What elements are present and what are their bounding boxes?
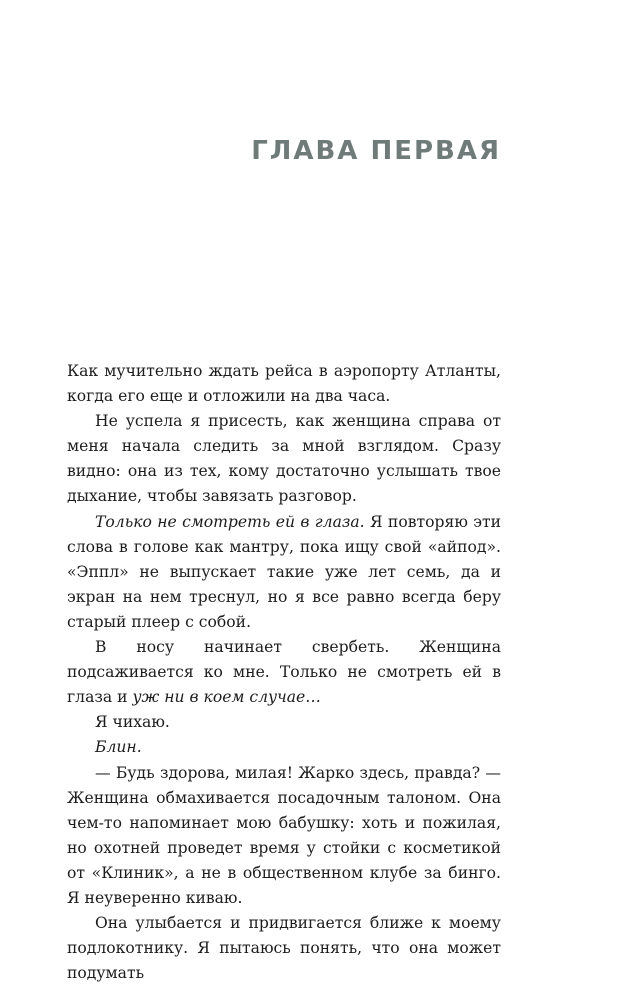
paragraph — [67, 409, 501, 509]
text-segment: Как мучительно ждать рейса в аэропорту Атланты, когда его еще и отложили на два часа. — [67, 362, 501, 406]
text-segment: Она улыбается и придвигается ближе к моему подлокотнику. Я пытаюсь понять, что она может подумать — [67, 914, 501, 983]
italic-text: уж ни в коем случае… — [132, 688, 321, 707]
paragraph — [67, 510, 501, 635]
paragraph — [67, 911, 501, 986]
text-segment: Я чихаю. — [95, 713, 170, 732]
paragraph — [67, 359, 501, 409]
text-segment: — Будь здорова, милая! Жарко здесь, правда? — Женщина обмахивается посадочным талоном. Она чем-то напоминает мою бабушку: хоть и пожилая, но охотней проведет время у стойки с косметикой от «Клиник», а не в общественном клубе за бинго. Я неуверенно киваю. — [67, 763, 501, 907]
paragraph — [67, 710, 501, 735]
text-segment: Не успела я присесть, как женщина справа от меня начала следить за мной взглядом. Сразу видно: она из тех, кому достаточно услышать твое дыхание, чтобы завязать разговор. — [67, 412, 501, 506]
paragraph — [67, 735, 501, 760]
body-text — [67, 359, 501, 986]
italic-text: Блин. — [95, 738, 142, 757]
text-segment: Я повторяю эти слова в голове как мантру, пока ищу свой «айпод». «Эппл» не выпускает такие уже лет семь, да и экран на нем треснул, но я все равно всегда беру старый плеер с собой. — [67, 512, 501, 631]
paragraph — [67, 635, 501, 710]
text-segment: В носу начинает свербеть. Женщина подсаживается ко мне. Только не смотреть ей в глаза и — [67, 638, 501, 707]
paragraph — [67, 761, 501, 912]
chapter-title: ГЛАВА ПЕРВАЯ — [251, 136, 501, 166]
italic-text: Только не смотреть ей в глаза. — [95, 512, 365, 531]
